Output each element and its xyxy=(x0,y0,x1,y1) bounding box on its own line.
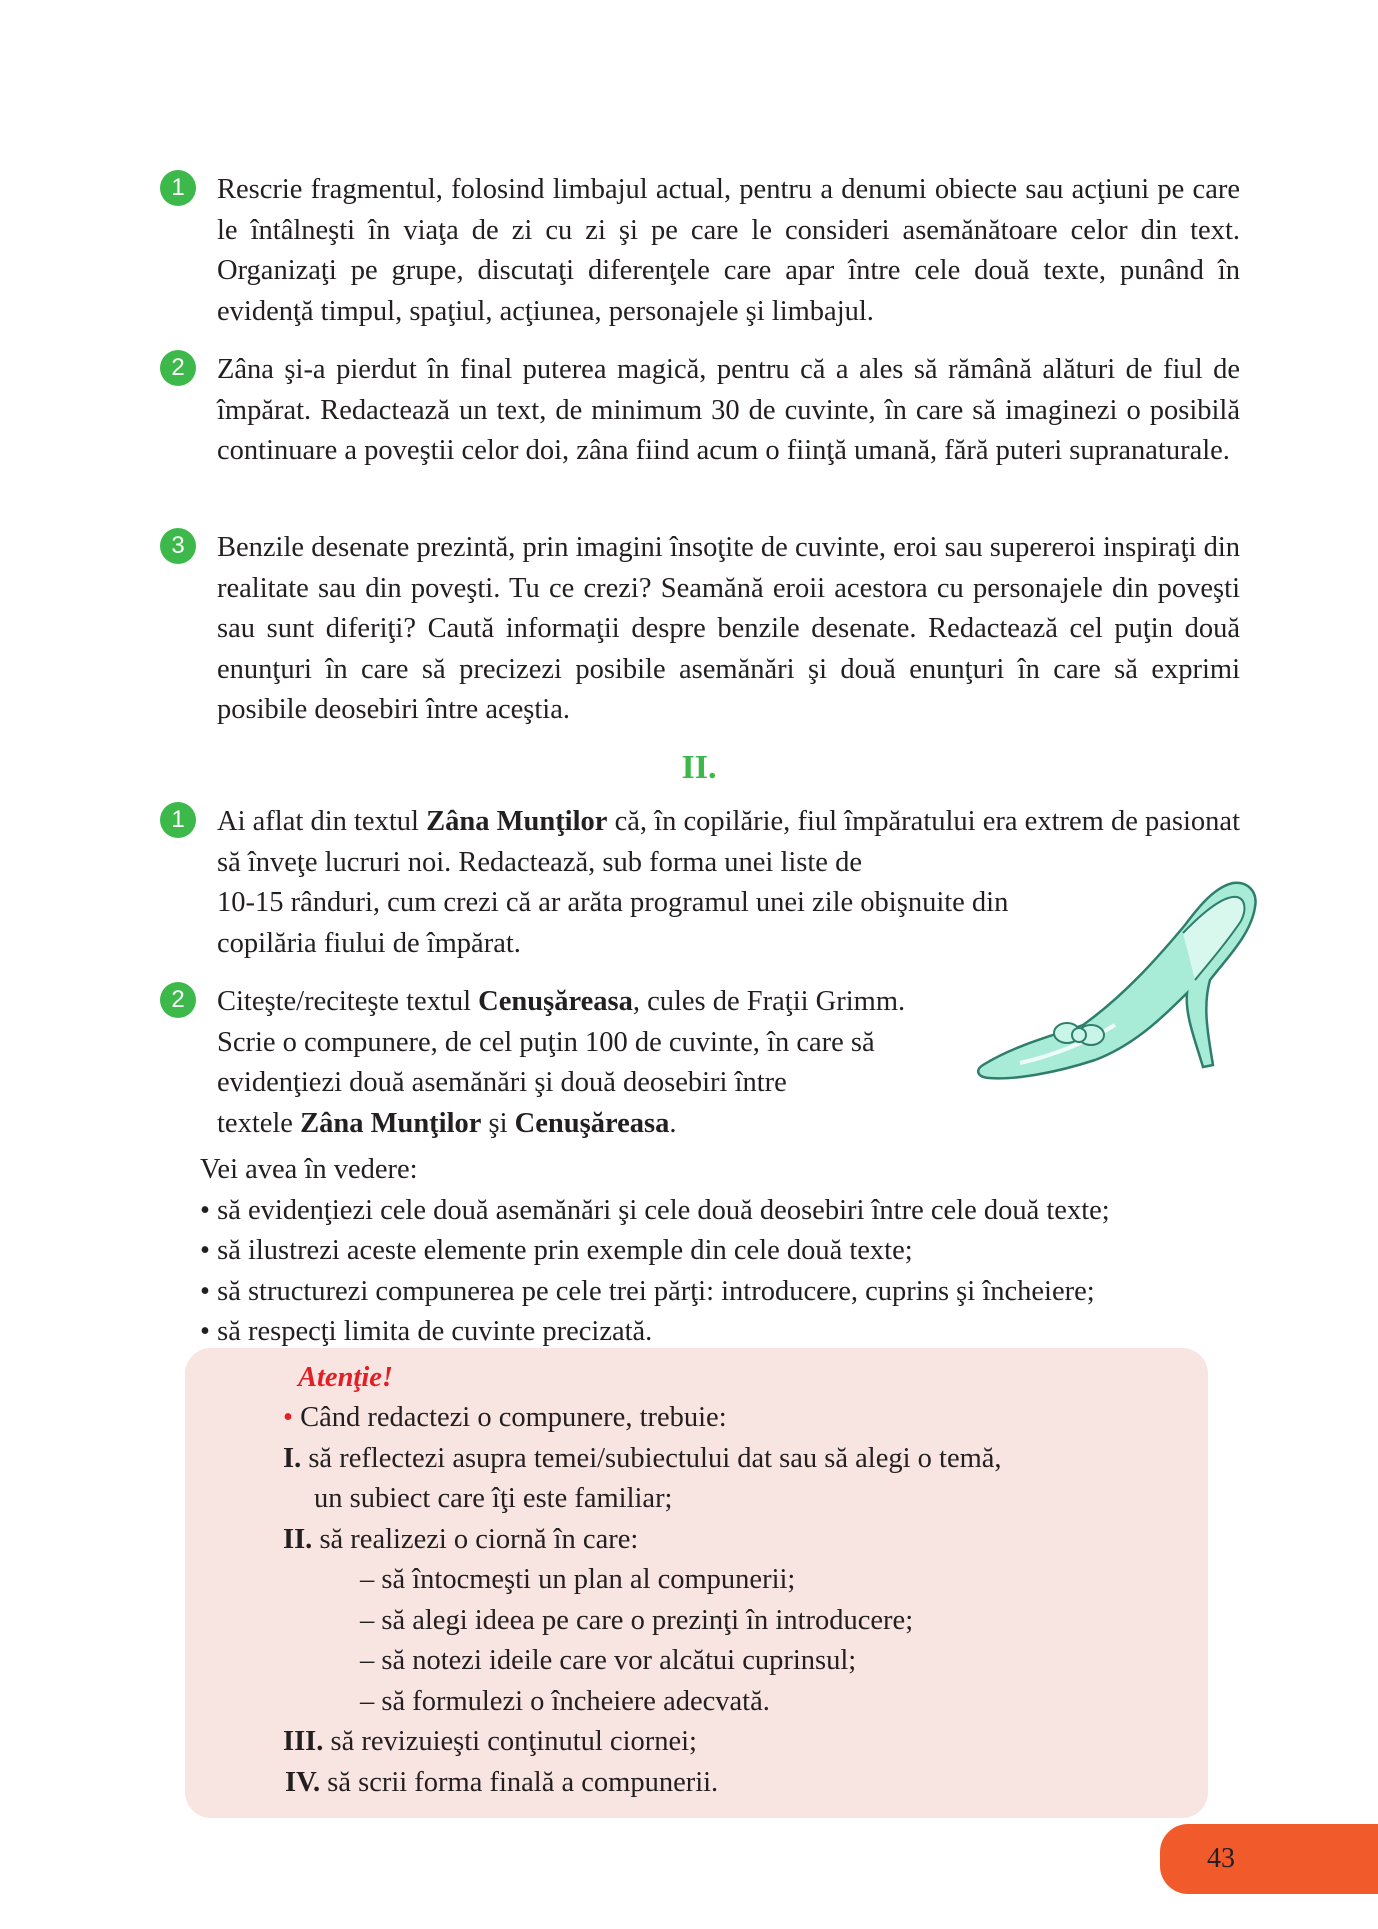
attention-box xyxy=(185,1348,1208,1818)
step-1: I. să reflectezi asupra temei/subiectului dat sau să alegi o temă, xyxy=(283,1443,1002,1474)
notes-intro: Vei avea în vedere: xyxy=(200,1154,418,1185)
sub-item: – să alegi ideea pe care o prezinţi în introducere; xyxy=(360,1605,914,1636)
task-number-badge: 3 xyxy=(160,528,196,564)
task-number-badge: 2 xyxy=(160,982,196,1018)
task-2-text: Zâna şi-a pierdut în final puterea magică, pentru că a ales să rămână alături de fiul de împărat. Redactează un text, de minimum 30 de cuvinte, în care să imaginezi o posibilă continuare a poveştii celor doi, zâna fiind acum o fiinţă umană, fără puteri supranaturale. xyxy=(217,354,1240,466)
page-number-tab xyxy=(1160,1824,1378,1894)
list-item: • să ilustrezi aceste elemente prin exemple din cele două texte; xyxy=(200,1235,913,1266)
attention-heading: Atenţie! xyxy=(298,1362,394,1393)
list-item: • să respecţi limita de cuvinte precizată. xyxy=(200,1316,653,1347)
sub-item: – să întocmeşti un plan al compunerii; xyxy=(360,1564,796,1595)
task-number-badge: 1 xyxy=(160,802,196,838)
glass-slipper-icon xyxy=(975,875,1265,1095)
section2-task-2-text: Citeşte/reciteşte textul Cenuşăreasa, cules de Fraţii Grimm. Scrie o compunere, de cel puţin 100 de cuvinte, în care să evidenţiezi două asemănări şi două deosebiri între textele Zâna Munţilor şi Cenuşăreasa. xyxy=(217,986,906,1139)
task-1-text: Rescrie fragmentul, folosind limbajul actual, pentru a denumi obiecte sau acţiuni pe care le întâlneşti în viaţa de zi cu zi şi pe care le consideri asemănătoare celor din text. Organizaţi pe grupe, discutaţi diferenţele care apar între cele două texte, punând în evidenţă timpul, spaţiul, acţiunea, personajele şi limbajul. xyxy=(217,174,1240,327)
task-3-text: Benzile desenate prezintă, prin imagini însoţite de cuvinte, eroi sau supereroi inspiraţi din realitate sau din poveşti. Tu ce crezi? Seamănă eroii acestora cu personajele din poveşti sau sunt diferiţi? Caută informaţii despre benzile desenate. Redactează cel puţin două enunţuri în care să precizezi posibile asemănări şi două enunţuri în care să exprimi posibile deosebiri între aceştia. xyxy=(217,532,1240,725)
section2-task-1-text: Ai aflat din textul Zâna Munţilor că, în copilărie, fiul împăratului era extrem de pasionat să înveţe lucruri noi. Redactează, sub forma unei liste de 10-15 rânduri, cum crezi că ar arăta programul unei zile obişnuite din copilăria fiului de împărat. xyxy=(217,806,1240,959)
step-1-continued: un subiect care îţi este familiar; xyxy=(314,1483,673,1514)
step-4: IV. să scrii forma finală a compunerii. xyxy=(285,1767,719,1798)
notes-list xyxy=(200,1150,1240,1353)
list-item: • să structurezi compunerea pe cele trei părţi: introducere, cuprins şi încheiere; xyxy=(200,1275,1095,1307)
page-number: 43 xyxy=(1207,1843,1235,1874)
task-number-badge: 1 xyxy=(160,170,196,206)
step-2: II. să realizezi o ciornă în care: xyxy=(283,1524,639,1555)
step-3: III. să revizuieşti conţinutul ciornei; xyxy=(283,1726,697,1757)
attention-intro: • Când redactezi o compunere, trebuie: xyxy=(283,1402,727,1433)
task-number-badge: 2 xyxy=(160,350,196,386)
list-item: • să evidenţiezi cele două asemănări şi cele două deosebiri între cele două texte; xyxy=(200,1194,1110,1226)
section-title: II. xyxy=(681,749,717,786)
sub-item: – să formulezi o încheiere adecvată. xyxy=(360,1686,770,1717)
sub-item: – să notezi ideile care vor alcătui cuprinsul; xyxy=(360,1645,857,1676)
